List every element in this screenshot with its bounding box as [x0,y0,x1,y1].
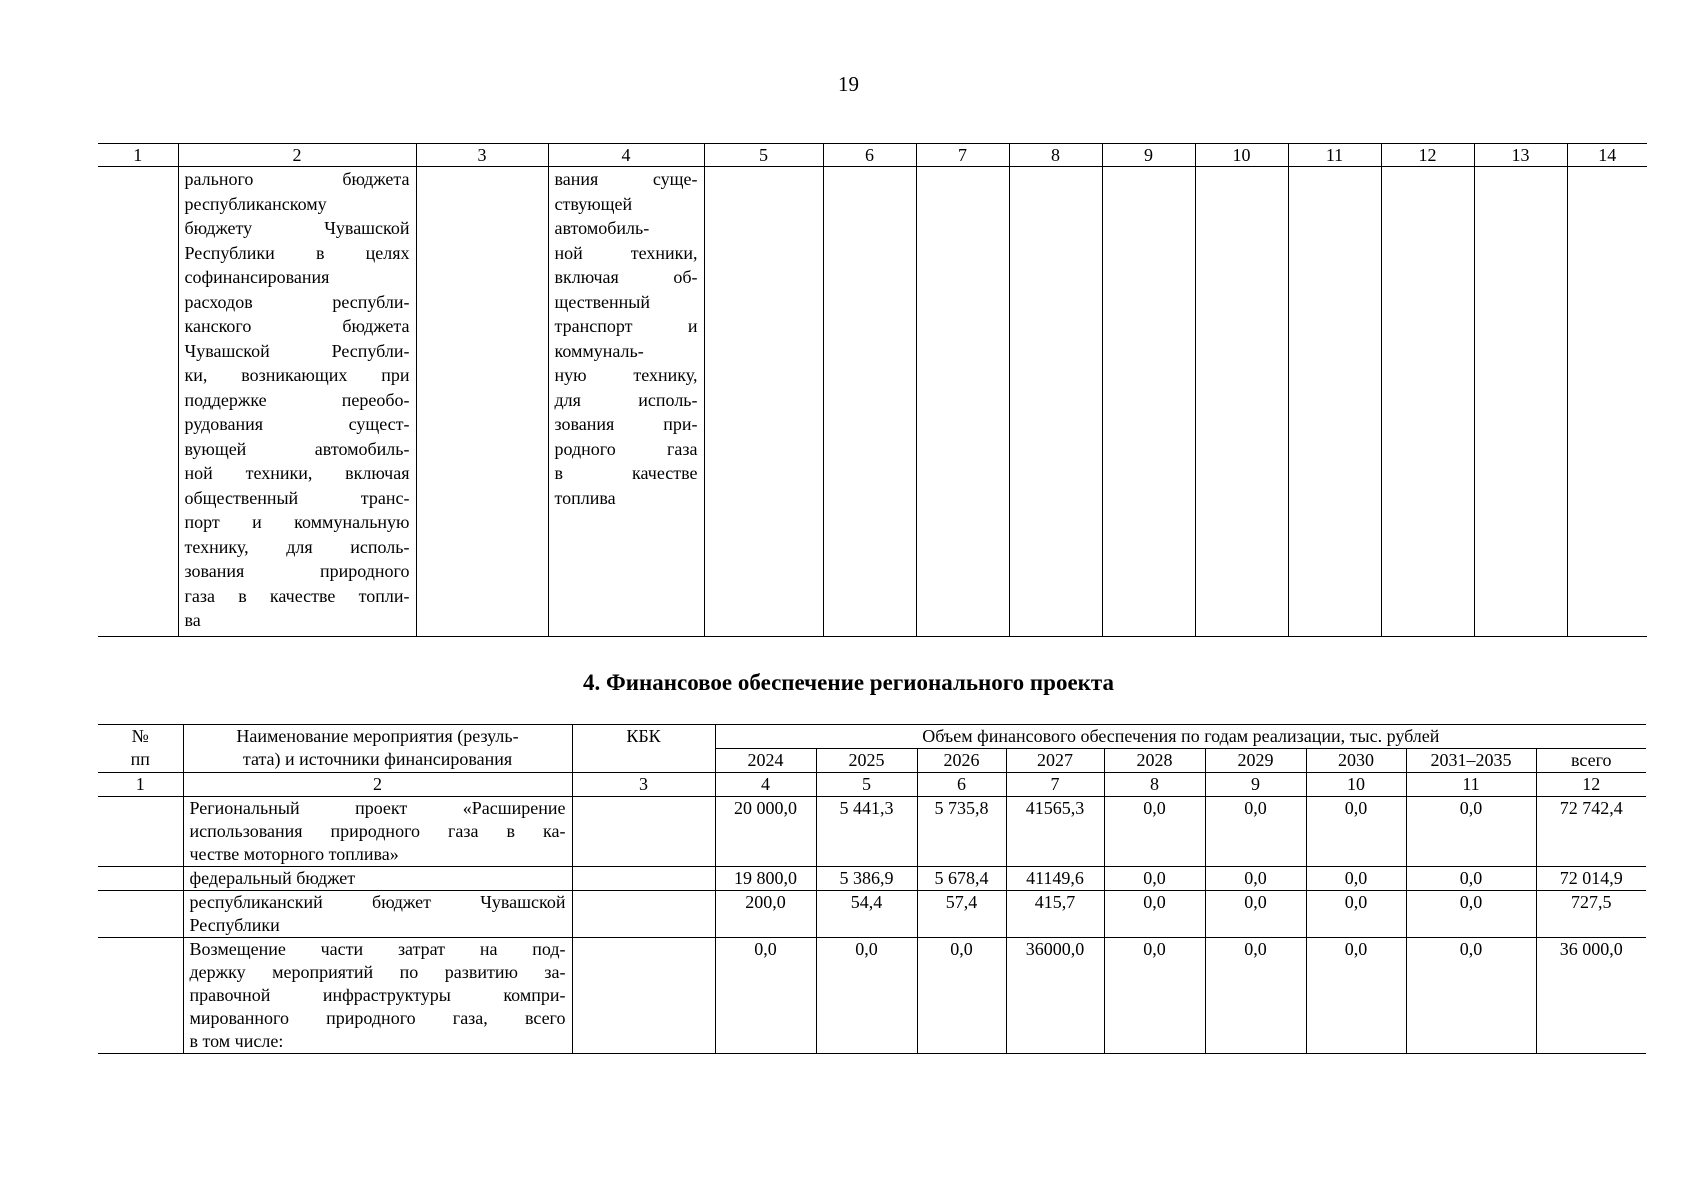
amount-cell: 0,0 [1306,867,1406,891]
table-row [98,867,1646,891]
row-name-line: республиканский бюджет Чувашской [189,892,566,912]
amount-cell: 5 678,4 [917,867,1006,891]
amount-cell: 0,0 [1406,938,1536,1054]
amount-cell: 0,0 [1406,891,1536,938]
volume-header: Объем финансового обеспечения по годам реализации, тыс. рублей [715,725,1646,749]
column-number: 3 [416,144,548,167]
description-line: вующей автомобиль- [184,438,410,459]
financing-table [98,724,1646,1054]
row-name-line: Региональный проект «Расширение [189,798,566,818]
column-number: 5 [704,144,823,167]
kbk-cell [572,938,715,1054]
description-line: ствующей [554,193,633,214]
amount-cell: 5 441,3 [816,797,917,867]
description-line: топлива [554,487,616,508]
amount-cell: 0,0 [715,938,816,1054]
row-name-cell [183,867,572,891]
year-header: 2029 [1205,749,1306,773]
empty-cell [416,167,548,637]
description-line: порт и коммунальную [184,512,410,532]
year-header: 2027 [1006,749,1104,773]
column-number: 11 [1288,144,1381,167]
column-number: 9 [1205,773,1306,797]
result-description-cell [548,167,704,637]
column-number: 14 [1567,144,1647,167]
empty-cell [823,167,916,637]
description-line: республиканскому [184,193,327,214]
column-number: 6 [917,773,1006,797]
section-heading: 4. Финансовое обеспечение регионального проекта [583,670,1114,695]
description-line: ки, возникающих при [184,365,410,385]
year-header: 2030 [1306,749,1406,773]
column-number: 11 [1406,773,1536,797]
empty-cell [1009,167,1102,637]
column-number: 8 [1009,144,1102,167]
empty-cell [1567,167,1647,637]
description-line: коммуналь- [554,340,644,361]
name-header-line: тата) и источники финансирования [242,749,513,769]
row-number-cell [98,797,183,867]
amount-cell: 20 000,0 [715,797,816,867]
description-line: канского бюджета [184,316,410,336]
kbk-cell [572,867,715,891]
year-header: 2025 [816,749,917,773]
column-number: 9 [1102,144,1195,167]
column-number: 2 [183,773,572,797]
empty-cell [98,167,178,637]
empty-cell [1381,167,1474,637]
row-name-cell [183,797,572,867]
description-line: Республики в целях [184,242,410,263]
number-header-line: № [131,726,149,746]
description-line: рудования сущест- [184,414,410,434]
kbk-cell [572,891,715,938]
description-line: поддержке переобо- [184,389,410,410]
column-number: 1 [98,773,183,797]
kbk-cell [572,797,715,867]
amount-cell: 200,0 [715,891,816,938]
amount-cell: 0,0 [1205,891,1306,938]
amount-cell: 72 742,4 [1536,797,1646,867]
amount-cell: 0,0 [1205,867,1306,891]
table-row [98,938,1646,1054]
amount-cell: 0,0 [1306,797,1406,867]
row-name-line: Республики [189,915,280,935]
row-number-cell [98,867,183,891]
row-name-cell [183,891,572,938]
row-name-line: мированного природного газа, всего [189,1008,566,1028]
year-header: всего [1536,749,1646,773]
row-name-line: федеральный бюджет [189,868,356,888]
year-header: 2028 [1104,749,1205,773]
row-number-cell [98,891,183,938]
amount-cell: 0,0 [1104,938,1205,1054]
description-line: общественный транс- [184,487,410,508]
amount-cell: 0,0 [917,938,1006,1054]
column-number: 1 [98,144,178,167]
amount-cell: 36 000,0 [1536,938,1646,1054]
description-line: вания суще- [554,169,698,189]
column-number-row [98,144,1647,167]
page-number: 19 [838,72,859,96]
description-line: для исполь- [554,389,698,410]
column-number: 7 [1006,773,1104,797]
year-header: 2031–2035 [1406,749,1536,773]
table-row [98,167,1647,637]
amount-cell: 0,0 [816,938,917,1054]
description-line: в качестве [554,463,698,483]
amount-cell: 36000,0 [1006,938,1104,1054]
row-name-line: правочной инфраструктуры компри- [189,985,566,1005]
amount-cell: 5 386,9 [816,867,917,891]
amount-cell: 727,5 [1536,891,1646,938]
empty-cell [1102,167,1195,637]
amount-cell: 0,0 [1104,867,1205,891]
header-row [98,725,1646,749]
amount-cell: 0,0 [1205,797,1306,867]
amount-cell: 19 800,0 [715,867,816,891]
description-line: транспорт и [554,316,698,336]
column-number: 5 [816,773,917,797]
description-line: автомобиль- [554,218,650,238]
amount-cell: 57,4 [917,891,1006,938]
measure-description-cell [178,167,416,637]
amount-cell: 5 735,8 [917,797,1006,867]
description-line: Чувашской Республи- [184,340,410,361]
table-row [98,797,1646,867]
row-name-line: честве моторного топлива» [189,844,399,864]
description-line: газа в качестве топли- [184,585,410,606]
number-header [98,725,183,773]
row-name-line: держку мероприятий по развитию за- [189,962,566,982]
column-number: 4 [715,773,816,797]
description-line: расходов республи- [184,291,410,312]
column-number: 8 [1104,773,1205,797]
empty-cell [1474,167,1567,637]
amount-cell: 0,0 [1406,797,1536,867]
description-line: зования при- [554,414,698,434]
description-line: технику, для исполь- [184,536,410,557]
amount-cell: 0,0 [1104,891,1205,938]
column-number: 6 [823,144,916,167]
description-line: софинансирования [184,267,330,287]
row-number-cell [98,938,183,1054]
description-line: ва [184,610,201,630]
name-header-line: Наименование мероприятия (резуль- [236,726,519,746]
row-name-line: использования природного газа в ка- [189,821,566,841]
column-number: 2 [178,144,416,167]
amount-cell: 41565,3 [1006,797,1104,867]
column-number: 3 [572,773,715,797]
empty-cell [1195,167,1288,637]
column-number: 12 [1536,773,1646,797]
description-line: ную технику, [554,365,698,385]
column-number: 12 [1381,144,1474,167]
name-header [183,725,572,773]
column-number-row [98,773,1646,797]
description-line: родного газа [554,438,698,459]
row-name-line: Возмещение части затрат на под- [189,939,566,959]
description-line: ной техники, включая [184,463,410,483]
amount-cell: 0,0 [1406,867,1536,891]
kbk-header: КБК [572,725,715,773]
description-line: щественный [554,291,651,312]
description-line: включая об- [554,267,698,287]
amount-cell: 0,0 [1104,797,1205,867]
amount-cell: 41149,6 [1006,867,1104,891]
description-line: рального бюджета [184,169,410,189]
continuation-table [98,143,1647,637]
amount-cell: 415,7 [1006,891,1104,938]
amount-cell: 0,0 [1306,891,1406,938]
table-row [98,891,1646,938]
amount-cell: 72 014,9 [1536,867,1646,891]
row-name-cell [183,938,572,1054]
empty-cell [704,167,823,637]
column-number: 7 [916,144,1009,167]
amount-cell: 54,4 [816,891,917,938]
empty-cell [916,167,1009,637]
description-line: бюджету Чувашской [184,218,410,238]
column-number: 13 [1474,144,1567,167]
amount-cell: 0,0 [1306,938,1406,1054]
column-number: 4 [548,144,704,167]
year-header: 2026 [917,749,1006,773]
row-name-line: в том числе: [189,1031,284,1051]
description-line: зования природного [184,561,410,581]
description-line: ной техники, [554,242,698,263]
amount-cell: 0,0 [1205,938,1306,1054]
column-number: 10 [1306,773,1406,797]
number-header-line: пп [130,749,150,769]
empty-cell [1288,167,1381,637]
column-number: 10 [1195,144,1288,167]
year-header: 2024 [715,749,816,773]
